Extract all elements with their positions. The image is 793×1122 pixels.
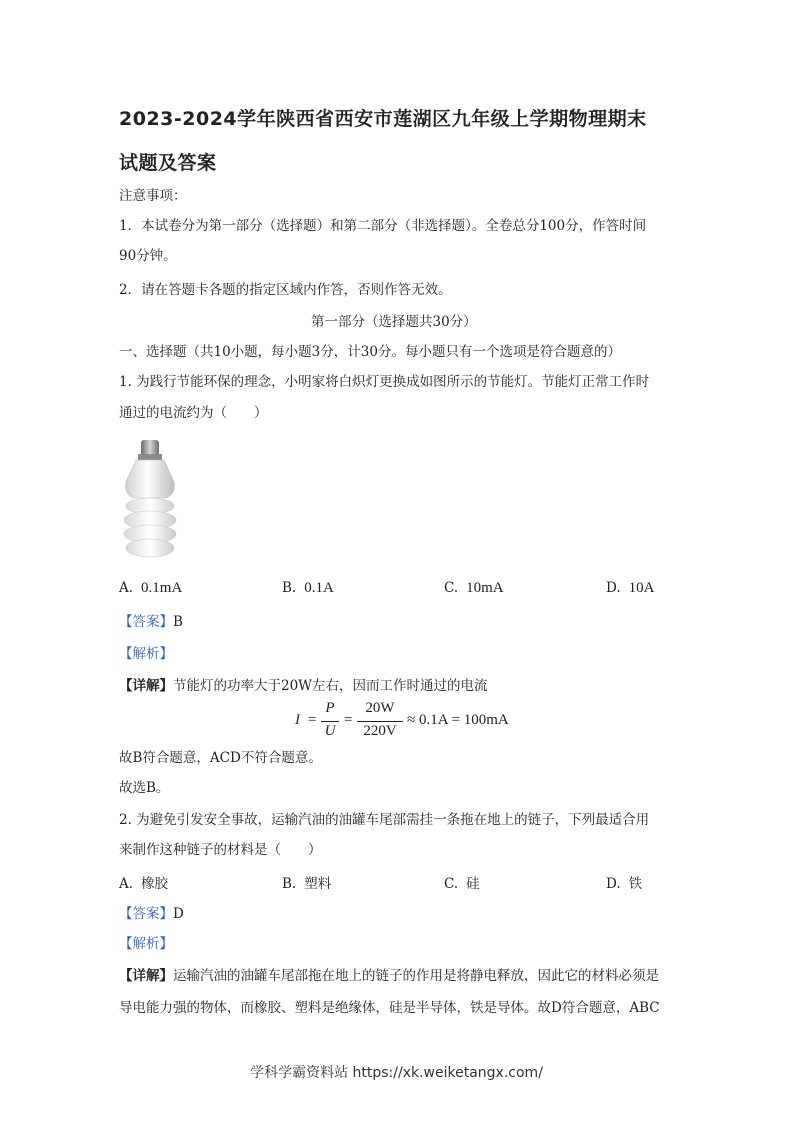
part-heading: 第一部分（选择题共30分） — [311, 314, 477, 330]
cfl-bulb-image — [116, 436, 184, 564]
q1-option-d: D. 10A — [606, 580, 655, 596]
page-title-continued: 试题及答案 — [119, 152, 217, 174]
q1-option-c: C. 10mA — [444, 580, 504, 596]
q2-option-d: D. 铁 — [606, 876, 643, 892]
page-title: 2023-2024学年陕西省西安市莲湖区九年级上学期物理期末 — [119, 108, 647, 130]
notice-item-1: 1．本试卷分为第一部分（选择题）和第二部分（非选择题）。全卷总分100分，作答时间 — [119, 218, 647, 234]
question-1-text: 1. 为践行节能环保的理念，小明家将白炽灯更换成如图所示的节能灯。节能灯正常工作时 — [119, 374, 650, 390]
notice-heading: 注意事项： — [119, 188, 187, 204]
question-2-text-continued: 来制作这种链子的材料是（ ） — [119, 842, 322, 858]
q1-option-a: A. 0.1mA — [119, 580, 183, 596]
q1-formula: I = P U = 20W 220V ≈ 0.1A = 100mA — [295, 700, 509, 739]
q2-detail-continued: 导电能力强的物体，而橡胶、塑料是绝缘体，硅是半导体，铁是导体。故D符合题意，ABC — [119, 1000, 660, 1016]
q1-option-b: B. 0.1A — [282, 580, 334, 596]
q1-analysis-label: 【解析】 — [119, 646, 173, 662]
q1-choose: 故选B。 — [119, 780, 170, 796]
page-footer: 学科学霸资料站 https://xk.weiketangx.com/ — [250, 1065, 543, 1081]
q2-detail: 【详解】运输汽油的油罐车尾部拖在地上的链子的作用是将静电释放，因此它的材料必须是 — [119, 968, 659, 984]
q2-analysis-label: 【解析】 — [119, 936, 173, 952]
question-1-text-continued: 通过的电流约为（ ） — [119, 405, 268, 421]
q2-option-c: C. 硅 — [444, 876, 480, 892]
q1-answer: 【答案】B — [119, 614, 183, 630]
question-2-text: 2. 为避免引发安全事故，运输汽油的油罐车尾部需挂一条拖在地上的链子，下列最适合用 — [119, 812, 650, 828]
q2-option-b: B. 塑料 — [282, 876, 332, 892]
notice-item-1-continued: 90分钟。 — [119, 248, 177, 264]
q2-answer: 【答案】D — [119, 906, 184, 922]
q1-conclusion: 故B符合题意，ACD不符合题意。 — [119, 750, 322, 766]
q2-option-a: A. 橡胶 — [119, 876, 169, 892]
notice-item-2: 2．请在答题卡各题的指定区域内作答，否则作答无效。 — [119, 282, 452, 298]
section-heading: 一、选择题（共10小题，每小题3分，计30分。每小题只有一个选项是符合题意的） — [119, 344, 621, 360]
q1-detail: 【详解】节能灯的功率大于20W左右，因而工作时通过的电流 — [119, 678, 488, 694]
